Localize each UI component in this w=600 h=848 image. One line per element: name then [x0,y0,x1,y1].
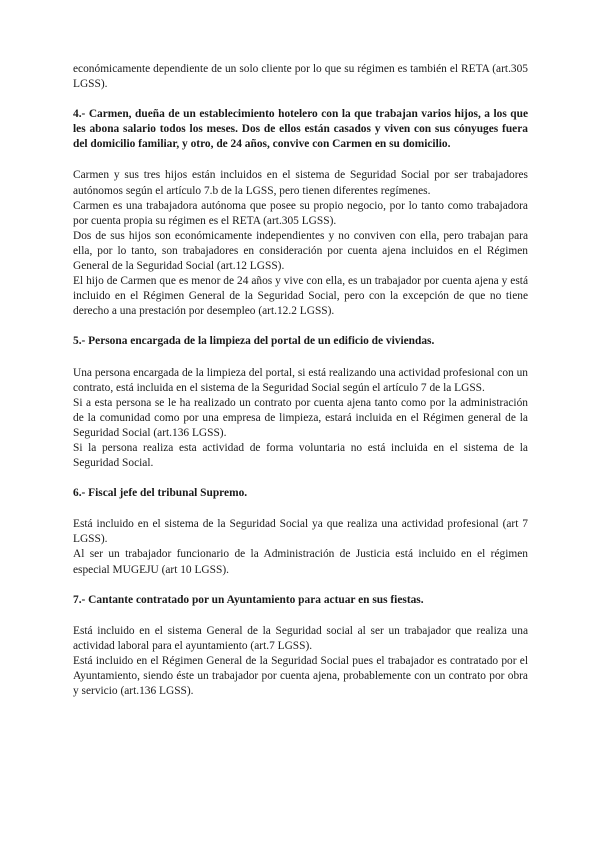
section-4 [73,107,528,319]
paragraph: Al ser un trabajador funcionario de la Administración de Justicia está incluido en el régimen especial MUGEJU (art 10 LGSS). [73,548,528,576]
paragraph: Si la persona realiza esta actividad de forma voluntaria no está incluida en el sistema de la Seguridad Social. [73,441,528,470]
paragraph: Si a esta persona se le ha realizado un contrato por cuenta ajena tanto como por la administración de la comunidad como por una empresa de limpieza, estará incluida en el Régimen general de la Seguridad Social (art.136 LGSS). [73,396,528,439]
section-6 [73,486,528,577]
section-heading: 6.- Fiscal jefe del tribunal Supremo. [73,487,248,500]
section-heading: 4.- Carmen, dueña de un establecimiento hotelero con la que trabajan varios hijos, a los que les abona salario todos los meses. Dos de ellos están casados y viven con sus cónyuges fuera del domicilio familiar, y otro, de 24 años, convive con Carmen en su domicilio. [73,108,528,151]
intro-paragraph: económicamente dependiente de un solo cliente por lo que su régimen es también el RETA (art.305 LGSS). [73,63,528,91]
paragraph: Está incluido en el sistema General de la Seguridad social al ser un trabajador que realiza una actividad laboral para el ayuntamiento (art.7 LGSS). [73,624,528,652]
paragraph: Dos de sus hijos son económicamente independientes y no conviven con ella, pero trabajan para ella, por lo tanto, son trabajadores en consideración por cuenta ajena incluidos en el Régimen General de la Seguridad Social (art.12 LGSS). [73,229,528,273]
document-page [73,62,528,699]
paragraph: El hijo de Carmen que es menor de 24 años y vive con ella, es un trabajador por cuenta ajena y está incluido en el Régimen General de la Seguridad Social, pero con la excepción de que no tiene derecho a una prestación por desempleo (art.12.2 LGSS). [73,275,528,318]
paragraph: Una persona encargada de la limpieza del portal, si está realizando una actividad profesional con un contrato, está incluida en el sistema de la Seguridad Social según el artículo 7 de la LGSS. [73,366,528,394]
section-heading: 7.- Cantante contratado por un Ayuntamiento para actuar en sus fiestas. [73,593,424,606]
paragraph: Carmen y sus tres hijos están incluidos en el sistema de Seguridad Social por ser trabajadores autónomos según el artículo 7.b de la LGSS, pero tienen diferentes regímenes. [73,169,528,197]
section-7 [73,593,528,700]
paragraph: Está incluido en el sistema de la Seguridad Social ya que realiza una actividad profesional (art 7 LGSS). [73,518,528,546]
section-5 [73,334,528,471]
paragraph: Carmen es una trabajadora autónoma que posee su propio negocio, por lo tanto como trabajadora por cuenta propia su régimen es el RETA (art.305 LGSS). [73,199,528,227]
section-heading: 5.- Persona encargada de la limpieza del portal de un edificio de viviendas. [73,335,435,348]
paragraph: Está incluido en el Régimen General de la Seguridad Social pues el trabajador es contratado por el Ayuntamiento, siendo éste un trabajador por cuenta ajena, probablemente con un contrato por obra y servicio (art.136 LGSS). [73,654,528,698]
